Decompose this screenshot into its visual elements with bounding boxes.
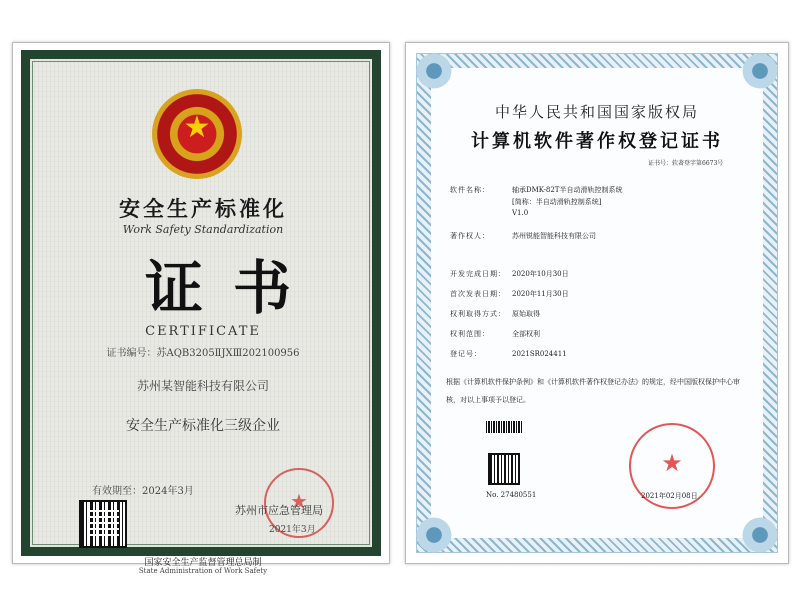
certificate-title-en: Work Safety Standardization: [122, 223, 284, 236]
info-row: [450, 309, 540, 319]
border-pattern-bottom: [417, 538, 777, 552]
registration-statement: 根据《计算机软件保护条例》和《计算机软件著作权登记办法》的规定，经中国版权保护中心审核，对以上事项予以登记。: [446, 378, 740, 404]
info-label: 首次发表日期：: [450, 290, 506, 298]
certificate-title-cn: 安全生产标准化: [119, 196, 287, 221]
info-row: [450, 329, 540, 339]
ornament-corner-icon: [407, 44, 461, 98]
info-value: 2020年11月30日: [512, 290, 569, 298]
ornament-corner-icon: [733, 508, 787, 562]
issue-date: 2021年02月08日: [641, 492, 698, 500]
info-label: 开发完成日期：: [450, 270, 506, 278]
issuer-name: 苏州市应急管理局: [235, 504, 323, 517]
qr-code-icon: [79, 500, 127, 548]
info-label: 软件名称：: [450, 186, 490, 194]
issuing-authority: 中华人民共和国国家版权局: [494, 103, 699, 121]
info-label: 权利范围：: [450, 330, 490, 338]
certificate-title: 计算机软件著作权登记证书: [471, 131, 723, 152]
info-row: [450, 269, 569, 279]
certificate-heading: 证书: [144, 254, 321, 322]
info-label: 登记号：: [450, 350, 482, 358]
footer-authority-en: State Administration of Work Safety: [138, 567, 268, 575]
certificate-heading-en: CERTIFICATE: [145, 324, 261, 339]
issue-date: 2021年3月: [269, 525, 316, 535]
validity-date: 有效期至：2024年3月: [92, 486, 194, 497]
info-label: 著作权人：: [450, 232, 490, 240]
info-value: 2021SR024411: [512, 350, 567, 358]
ornament-corner-icon: [407, 508, 461, 562]
info-row: [450, 209, 528, 217]
safety-certificate: [12, 42, 390, 575]
info-value: [简称：半自动滑轨控制系统]: [512, 198, 602, 206]
qr-code-icon: [488, 453, 520, 485]
certificate-number: 证书编号：苏AQB3205ⅡJXⅢ202100956: [106, 348, 300, 359]
info-row: [450, 349, 567, 359]
footer-authority-cn: 国家安全生产监督管理总局制: [144, 558, 262, 568]
info-value: 2020年10月30日: [512, 270, 569, 278]
company-name: 苏州某智能科技有限公司: [136, 379, 269, 393]
info-value: 苏州锐能智能科技有限公司: [512, 232, 596, 240]
barcode-icon: [486, 421, 522, 433]
info-label: 权利取得方式：: [450, 310, 506, 318]
ornament-corner-icon: [733, 44, 787, 98]
info-row: [450, 289, 569, 299]
info-value: V1.0: [512, 209, 529, 217]
certificate-number: 证书号：软著登字第6673号: [648, 160, 724, 167]
info-row: [450, 197, 601, 207]
info-value: 全部权利: [512, 330, 540, 338]
copyright-certificate: [405, 42, 789, 564]
serial-number: No. 27480551: [486, 491, 537, 499]
info-value: 原始取得: [512, 310, 540, 318]
certificate-level: 安全生产标准化三级企业: [126, 418, 280, 434]
border-pattern-top: [417, 54, 777, 68]
info-row: [450, 185, 622, 195]
national-emblem-icon: [152, 89, 242, 179]
info-value: 轴承DMK-82T半自动滑轨控制系统: [512, 186, 623, 194]
info-row: [450, 231, 596, 241]
